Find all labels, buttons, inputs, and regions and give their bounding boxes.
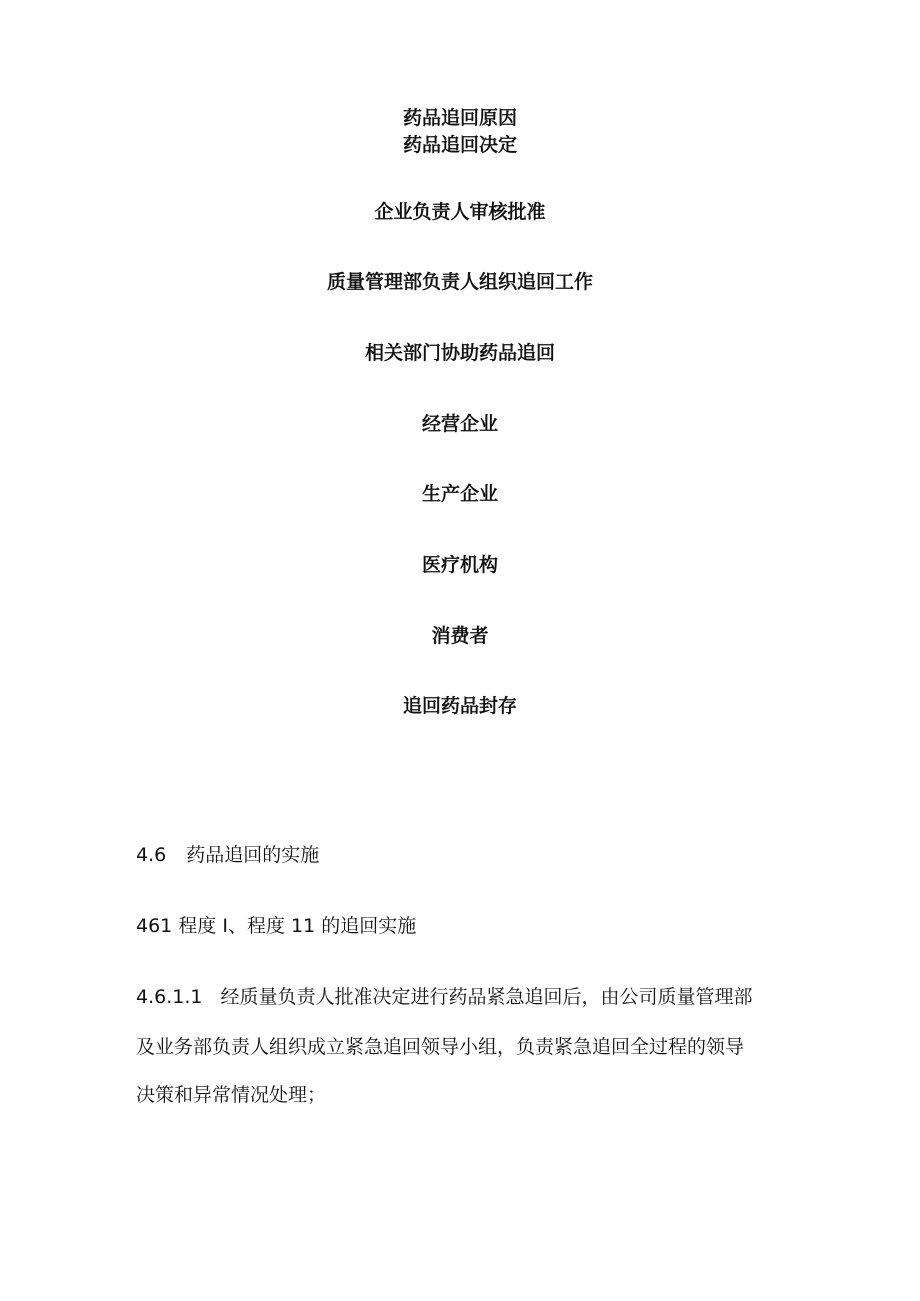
clause-number: 4.6.1.1 [136,986,203,1008]
clause-line-1 [136,985,753,1009]
subsection-heading: 461 程度 I、程度 11 的追回实施 [136,915,417,937]
flow-step-recall-decision: 药品追回决定 [402,134,517,156]
section-heading [136,843,319,867]
flow-step-approval: 企业负责人审核批准 [374,201,546,223]
flow-step-seal-recalled: 追回药品封存 [402,695,517,717]
flow-step-distributors: 经营企业 [421,413,498,435]
flow-step-medical-institutions: 医疗机构 [421,554,498,576]
flow-step-departments-assist: 相关部门协助药品追回 [364,342,555,364]
section-heading-text: 药品追回的实施 [186,844,320,866]
flow-step-quality-organize: 质量管理部负责人组织追回工作 [326,271,593,293]
flow-step-consumers: 消费者 [431,625,489,647]
flow-step-recall-reason: 药品追回原因 [402,107,517,129]
section-heading-number: 4.6 [136,844,167,866]
clause-text-1: 经质量负责人批准决定进行药品紧急追回后，由公司质量管理部 [220,986,753,1008]
flow-step-manufacturers: 生产企业 [421,483,498,505]
clause-line-2: 及业务部负责人组织成立紧急追回领导小组，负责紧急追回全过程的领导 [136,1036,745,1058]
clause-line-3: 决策和异常情况处理； [136,1084,327,1106]
